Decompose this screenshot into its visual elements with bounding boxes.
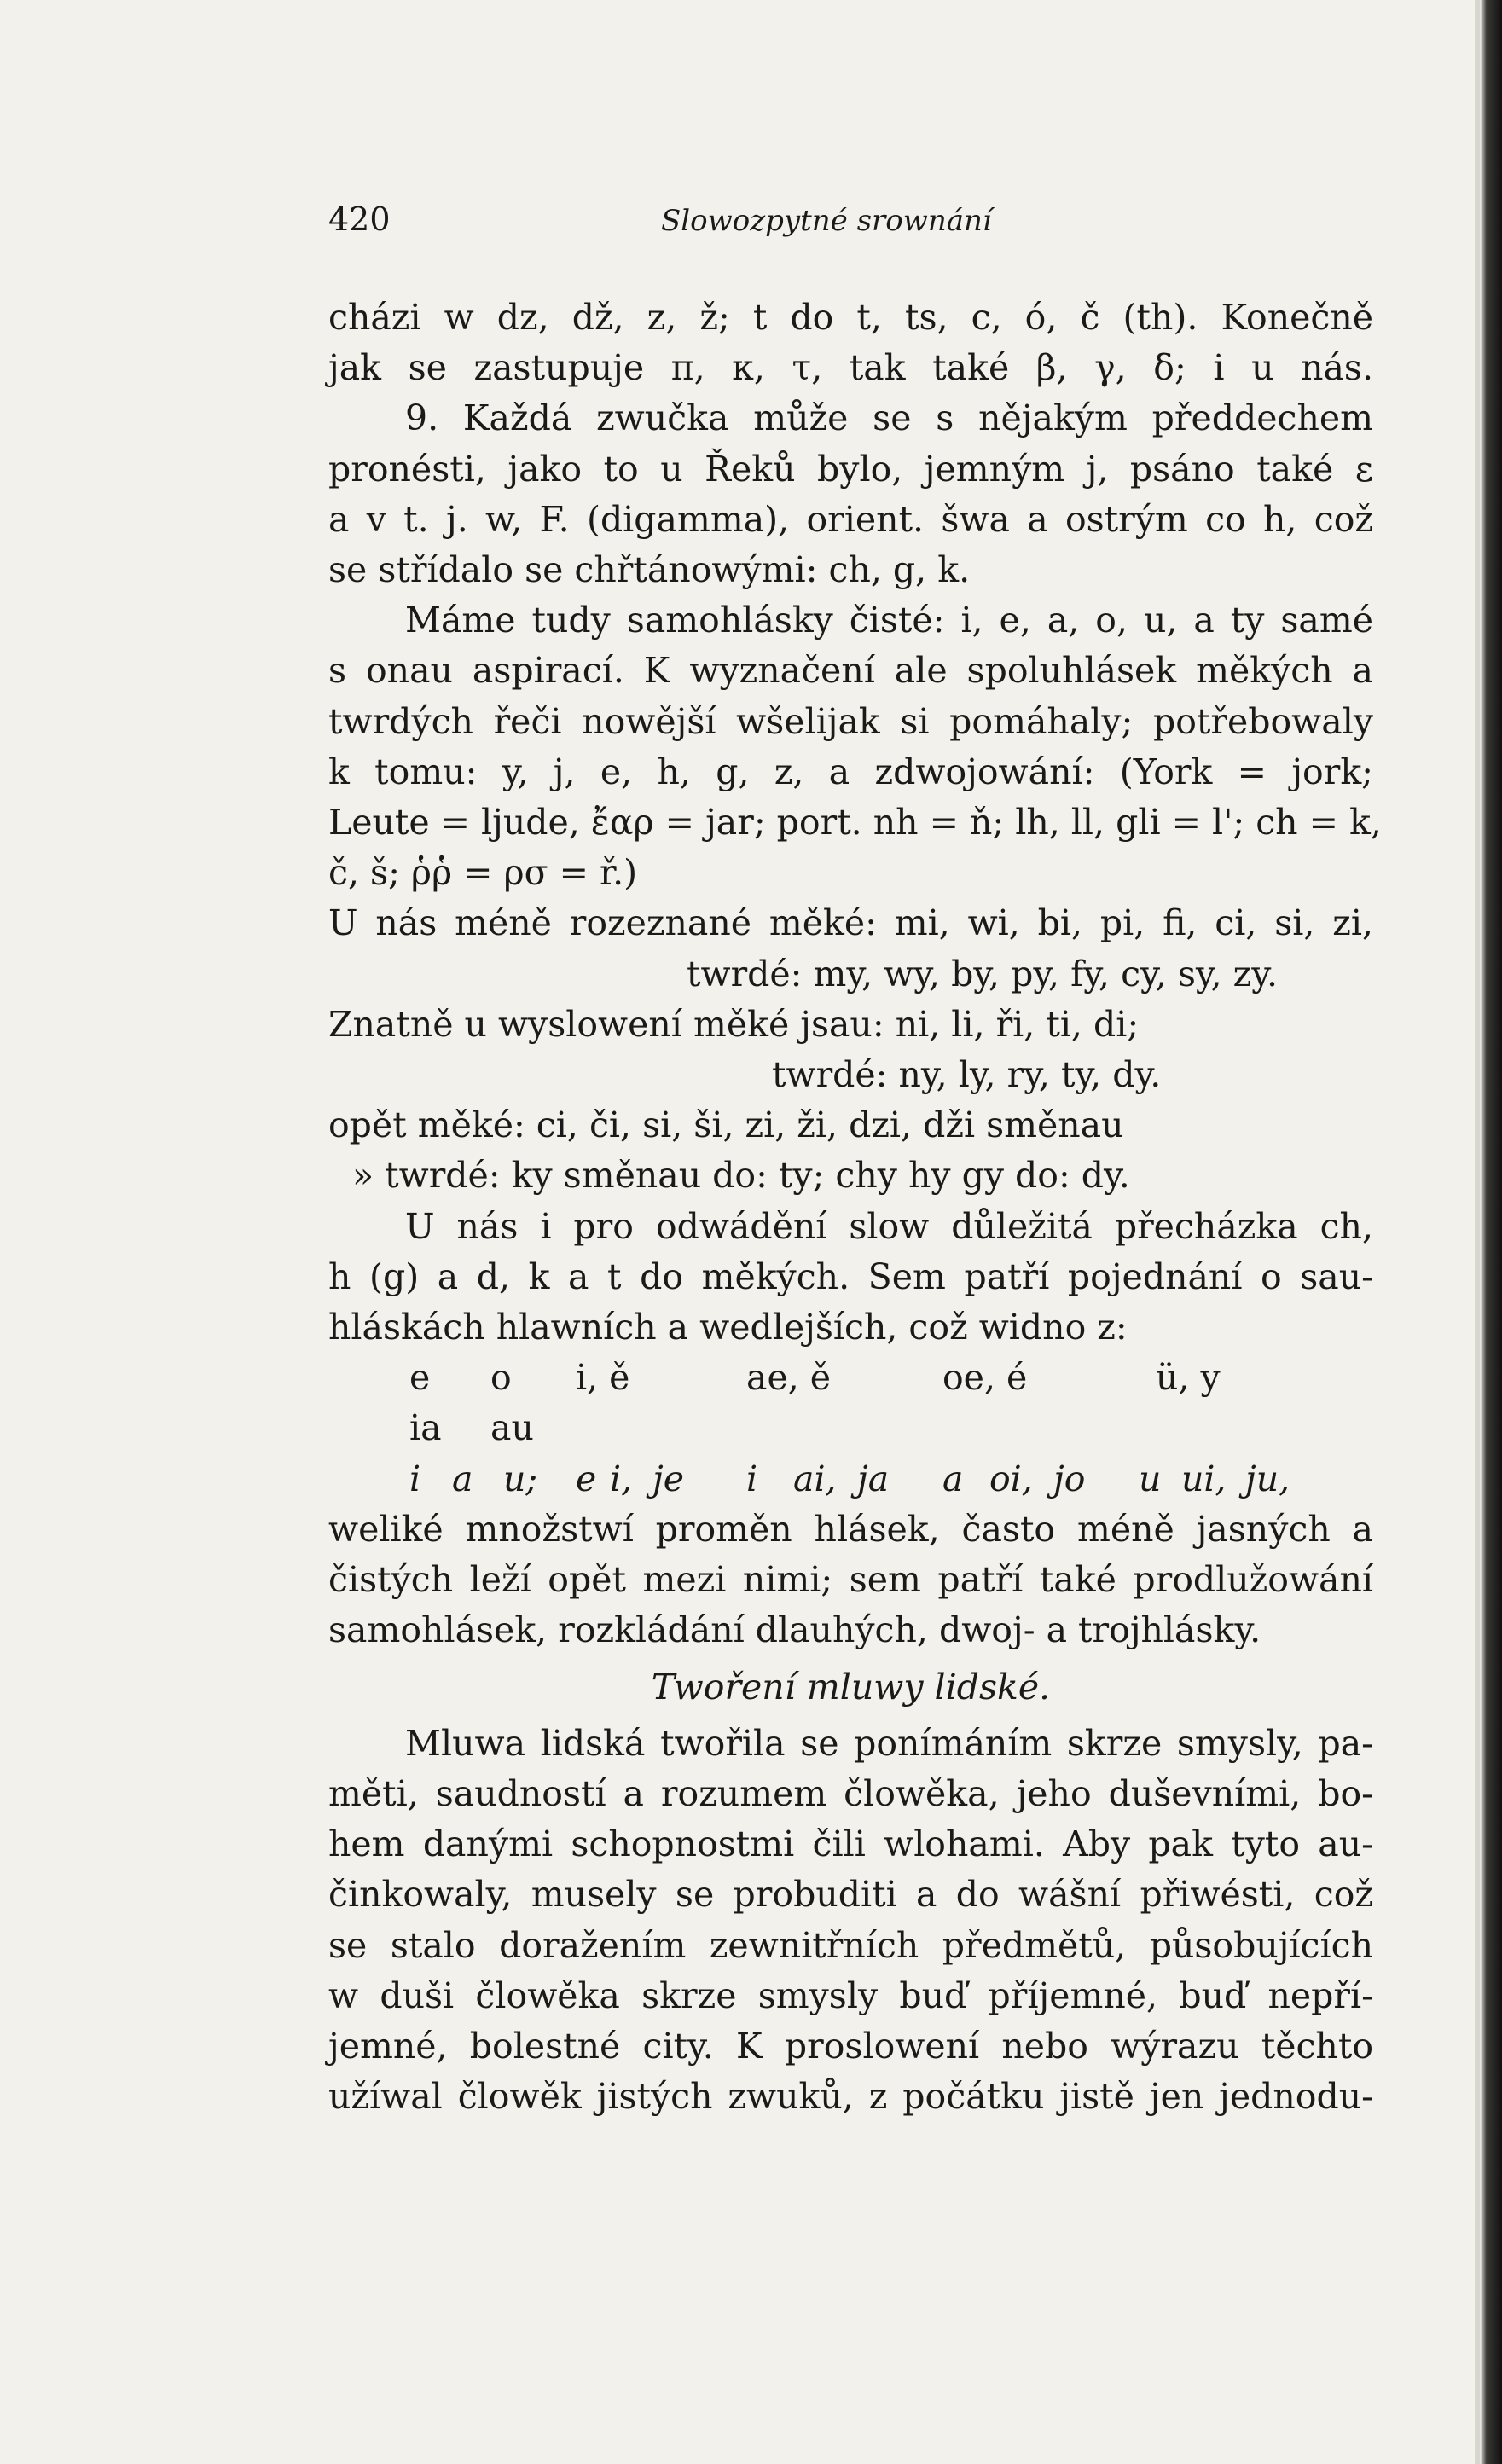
text-line: a v t. j. w, F. (digamma), orient. šwa a ostrým co h, což bbox=[328, 498, 1373, 540]
vowel-cell: e bbox=[409, 1357, 431, 1399]
vowel-cell: ü, y bbox=[1156, 1357, 1221, 1399]
page-edge-dark bbox=[1480, 0, 1502, 2464]
text-line: Leute = ljude, ἔαρ = jar; port. nh = ň; lh, ll, gli = l'; ch = k, bbox=[328, 802, 1382, 844]
vowel-cell: oe, é bbox=[942, 1357, 1028, 1399]
text-line: pronésti, jako to u Řeků bylo, jemným j, psáno také ε bbox=[328, 448, 1373, 490]
text-line: s onau aspirací. K wyznačení ale spoluhlásek měkých a bbox=[328, 650, 1373, 692]
text-line: h (g) a d, k a t do měkých. Sem patří pojednání o sau- bbox=[328, 1255, 1373, 1297]
text-line: U nás i pro odwádění slow důležitá přecházka ch, bbox=[405, 1205, 1373, 1247]
vowel-cell: ai, bbox=[793, 1458, 837, 1499]
text-line: k tomu: y, j, e, h, g, z, a zdwojowání: (York = jork; bbox=[328, 751, 1373, 792]
vowel-cell: ae, ě bbox=[746, 1357, 832, 1399]
vowel-cell: oi, bbox=[989, 1458, 1033, 1499]
vowel-cell: ui, bbox=[1181, 1458, 1227, 1499]
vowel-cell: i, ě bbox=[576, 1357, 630, 1399]
text-line: opět měké: ci, či, si, ši, zi, ži, dzi, dži směnau bbox=[328, 1104, 1124, 1146]
text-line: hláskách hlawních a wedlejších, což widno z: bbox=[328, 1307, 1128, 1348]
vowel-cell: ja bbox=[857, 1458, 890, 1499]
vowel-table-row bbox=[328, 1353, 1373, 1403]
text-line: » twrdé: ky směnau do: ty; chy hy gy do: dy. bbox=[352, 1155, 1130, 1197]
text-line: Mluwa lidská twořila se ponímáním skrze smysly, pa- bbox=[405, 1722, 1373, 1764]
text-line: weliké množstwí proměn hlásek, často méně jasných a bbox=[328, 1508, 1373, 1550]
text-body bbox=[328, 293, 1382, 2122]
running-header bbox=[328, 200, 1373, 252]
vowel-cell: i, bbox=[610, 1458, 633, 1499]
vowel-cell: i bbox=[746, 1458, 758, 1499]
text-line: hem danými schopnostmi čili wlohami. Aby pak tyto au- bbox=[328, 1823, 1373, 1865]
vowel-cell: jo bbox=[1053, 1458, 1086, 1499]
vowel-cell: u bbox=[1139, 1458, 1162, 1499]
vowel-cell: o bbox=[490, 1357, 512, 1399]
vowel-cell: ju, bbox=[1245, 1458, 1290, 1499]
running-head: Slowozpytné srownání bbox=[661, 204, 992, 238]
vowel-table-row bbox=[328, 1403, 1373, 1453]
text-line: cházi w dz, dž, z, ž; t do t, ts, c, ó, č (th). Konečně bbox=[328, 297, 1373, 338]
section-title: Twoření mluwy lidské. bbox=[651, 1667, 1051, 1708]
vowel-cell: a bbox=[942, 1458, 964, 1499]
text-line: užíwal člowěk jistých zwuků, z počátku jistě jen jednodu- bbox=[328, 2076, 1373, 2118]
text-line: čistých leží opět mezi nimi; sem patří také prodlužowání bbox=[328, 1559, 1373, 1601]
text-line: č, š; ῥῥ = ρσ = ř.) bbox=[328, 852, 638, 894]
vowel-cell: au bbox=[490, 1407, 534, 1449]
vowel-cell: je bbox=[652, 1458, 684, 1499]
text-line: Máme tudy samohlásky čisté: i, e, a, o, u, a ty samé bbox=[405, 600, 1373, 641]
text-line: 9. Každá zwučka může se s nějakým předdechem bbox=[405, 397, 1373, 439]
text-line: jak se zastupuje π, κ, τ, tak také β, γ, δ; i u nás. bbox=[328, 347, 1373, 389]
vowel-cell: ia bbox=[409, 1407, 442, 1449]
text-line: twrdých řeči nowější wšelijak si pomáhaly; potřebowaly bbox=[328, 700, 1373, 742]
text-line: U nás méně rozeznané měké: mi, wi, bi, pi, fi, ci, si, zi, bbox=[328, 902, 1373, 944]
text-line: w duši člowěka skrze smysly buď příjemné, buď nepří- bbox=[328, 1974, 1373, 2016]
vowel-cell: a bbox=[452, 1458, 473, 1499]
vowel-cell: e bbox=[576, 1458, 597, 1499]
text-line: činkowaly, musely se probuditi a do wášní přiwésti, což bbox=[328, 1874, 1373, 1916]
text-line: se stalo doražením zewnitřních předmětů, působujících bbox=[328, 1924, 1373, 1966]
vowel-cell: i bbox=[409, 1458, 421, 1499]
text-line: se střídalo se chřtánowými: ch, g, k. bbox=[328, 549, 971, 591]
text-line: samohlásek, rozkládání dlauhých, dwoj- a trojhlásky. bbox=[328, 1609, 1261, 1651]
text-line: twrdé: my, wy, by, py, fy, cy, sy, zy. bbox=[687, 953, 1278, 994]
text-line: Znatně u wyslowení měké jsau: ni, li, ři, ti, di; bbox=[328, 1003, 1140, 1045]
page-number: 420 bbox=[328, 200, 391, 238]
vowel-cell: u; bbox=[503, 1458, 538, 1499]
text-line: měti, saudností a rozumem člowěka, jeho duševními, bo- bbox=[328, 1772, 1373, 1814]
vowel-table-row bbox=[328, 1454, 1373, 1504]
page-content bbox=[328, 200, 1382, 2122]
text-line: jemné, bolestné city. K proslowení nebo wýrazu těchto bbox=[328, 2025, 1373, 2067]
text-line: twrdé: ny, ly, ry, ty, dy. bbox=[772, 1054, 1162, 1096]
